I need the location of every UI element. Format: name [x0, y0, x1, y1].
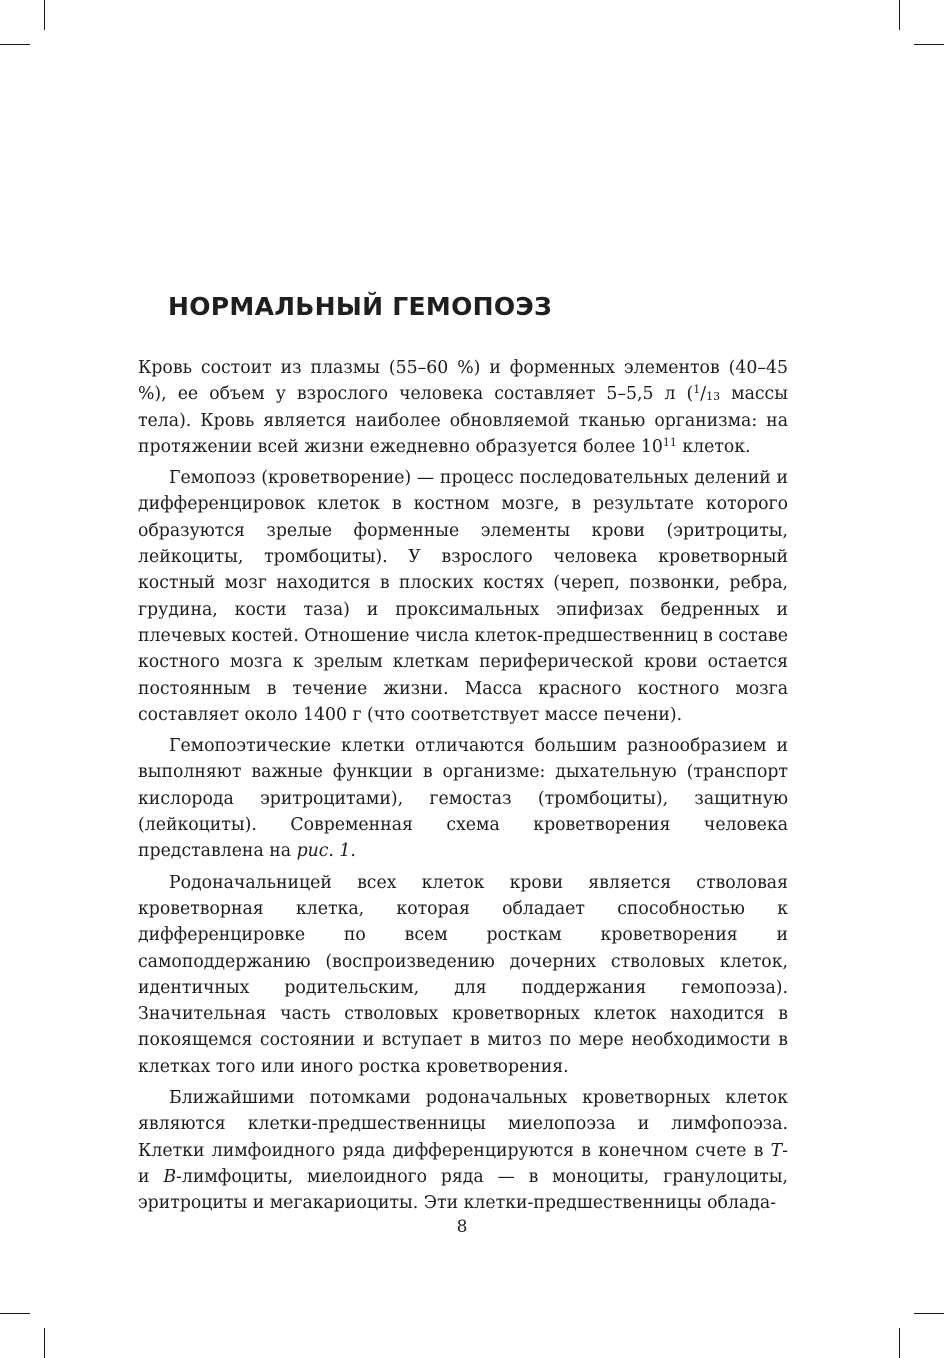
p1-text-b: массы тела). Кровь является наиболее обновляемой тканью организма: на протяжении всей жизни ежедневно образуется более 10 — [138, 384, 788, 457]
page-number: 8 — [456, 1217, 468, 1237]
paragraph-3 — [138, 733, 788, 864]
paragraph-1: Кровь состоит из плазмы (55–60 %) и форменных элементов (40–45 %), ее объем у взрослого человека составляет 5–5,5 л ($^1/_{13}$ массы тела). Кровь является наиболее обновляемой тканью организма: на протяжении всей жизни ежедневно образуется более $10^{11}$ клеток. — [138, 358, 788, 457]
body-text — [138, 355, 788, 1217]
exponent: 11 — [662, 435, 677, 449]
paragraph-5 — [138, 1085, 788, 1216]
p1-text-c: клеток. — [676, 436, 751, 457]
p3-text-a: Гемопоэтические клетки отличаются большим разнообразием и выполняют важные функции в организме: дыхательную (транспорт кислорода эритроцитами), гемостаз (тромбоциты), защитную (лейкоциты). Современная схема кроветворения человека представлена на — [138, 736, 788, 862]
figure-reference: рис. 1 — [296, 841, 351, 862]
p1-text-a: Кровь состоит из плазмы (55–60 %) и форменных элементов (40–45 %), ее объем у взрослого человека составляет 5–5,5 л ( — [138, 358, 788, 405]
paragraph-2: Гемопоэз (кроветворение) — процесс последовательных делений и дифференцировок клеток в костном мозге, в результате которого образуются зрелые форменные элементы крови (эритроциты, лейкоциты, тромбоциты). У взрослого человека кроветворный костный мозг находится в плоских костях (череп, позвонки, ребра, грудина, кости таза) и проксимальных эпифизах бедренных и плечевых костей. Отношение числа клеток-предшественниц в составе костного мозга к зрелым клеткам периферической крови остается постоянным в течение жизни. Масса красного костного мозга составляет около 1400 г (что соответствует массе печени). — [138, 468, 788, 725]
crop-mark-bottom-left-vertical — [44, 1328, 45, 1358]
chapter-heading: НОРМАЛЬНЫЙ ГЕМОПОЭЗ — [168, 292, 553, 321]
crop-mark-bottom-left-horizontal — [0, 1313, 30, 1314]
crop-mark-top-left-horizontal — [0, 44, 30, 45]
crop-mark-top-right-horizontal — [914, 44, 944, 45]
crop-mark-bottom-right-vertical — [899, 1328, 900, 1358]
p5-text-a: Ближайшими потомками родоначальных кроветворных клеток являются клетки-предшественницы миелопоэза и лимфопоэза. Клетки лимфоидного ряда дифференцируются в конечном счете в — [138, 1088, 788, 1161]
p3-text-b: . — [350, 841, 356, 862]
t-cell-letter: T — [770, 1140, 783, 1161]
crop-mark-top-left-vertical — [44, 0, 45, 30]
p5-text-b: - и — [138, 1140, 788, 1187]
p5-text-c: -лимфоциты, миелоидного ряда — в моноциты, гранулоциты, эритроциты и мегакариоциты. Эти клетки-предшественницы облада- — [138, 1166, 789, 1214]
crop-mark-bottom-right-horizontal — [914, 1313, 944, 1314]
b-cell-letter: B — [163, 1166, 177, 1187]
fraction-denominator: 13 — [706, 390, 721, 404]
crop-mark-top-right-vertical — [899, 0, 900, 30]
paragraph-4: Родоначальницей всех клеток крови является стволовая кроветворная клетка, которая обладает способностью к дифференцировке по всем росткам кроветворения и самоподдержанию (воспроизведению дочерних стволовых клеток, идентичных родительским, для поддержания гемопоэза). Значительная часть стволовых кроветворных клеток находится в покоящемся состоянии и вступает в митоз по мере необходимости в клетках того или иного ростка кроветворения. — [138, 872, 788, 1077]
fraction-numerator: 1 — [693, 383, 701, 397]
